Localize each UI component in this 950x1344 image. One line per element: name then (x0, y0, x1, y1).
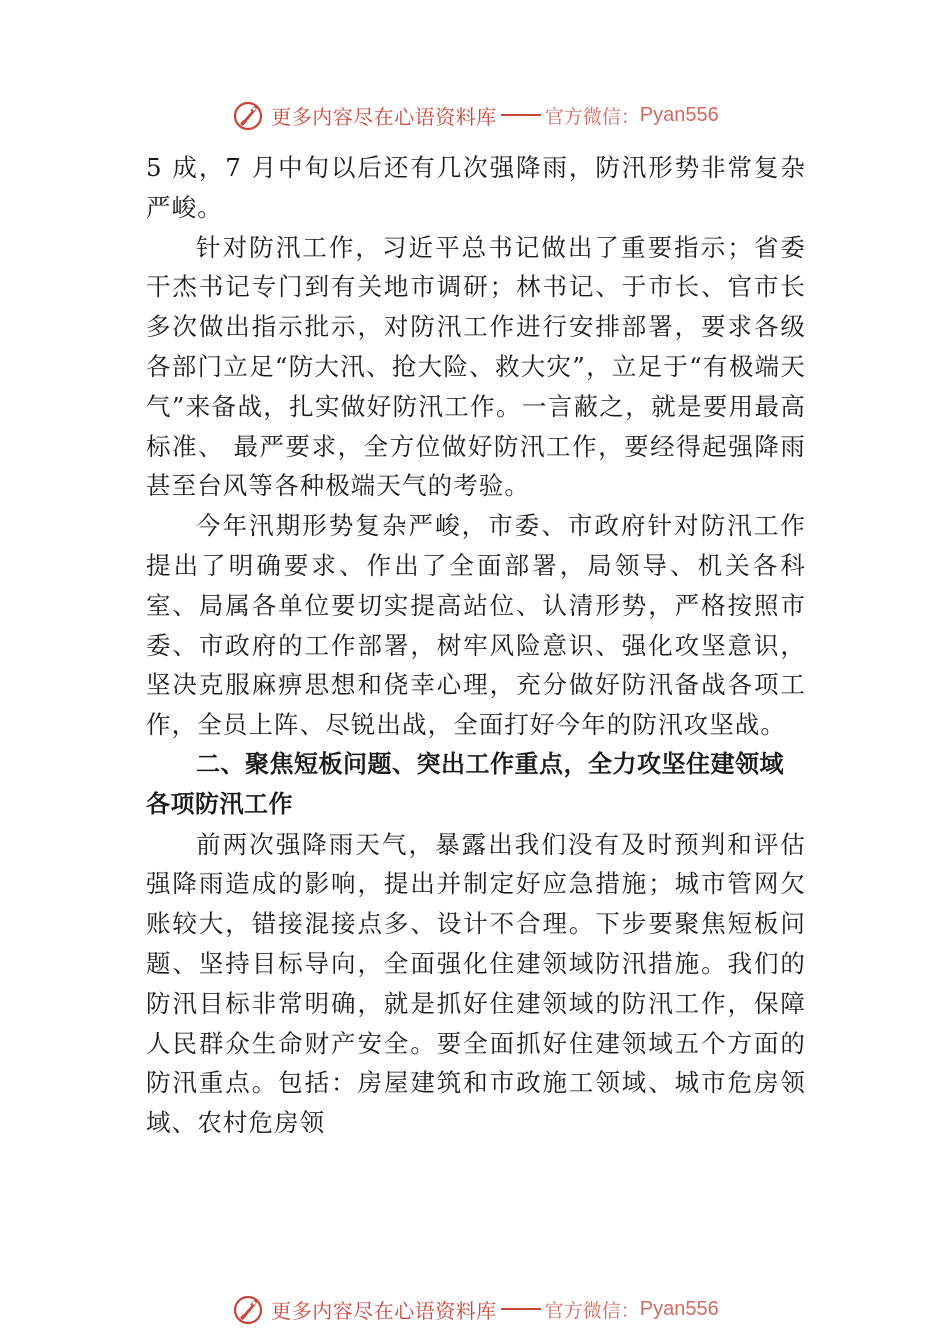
footer-banner (0, 1289, 950, 1329)
banner-wechat-id: Pyan556 (639, 103, 719, 126)
section-heading: 二、聚焦短板问题、突出工作重点，全力攻坚住建领域各项防汛工作 (146, 749, 784, 818)
body-paragraph-2: 针对防汛工作，习近平总书记做出了重要指示；省委干杰书记专门到有关地市调研；林书记、于市长、官市长多次做出指示批示，对防汛工作进行安排部署，要求各级各部门立足“防大汛、抢大险、救大灾”，立足于“有极端天气”来备战，扎实做好防汛工作。一言蔽之，就是要用最高标准、 最严要求，全方位做好防汛工作，要经得起强降雨甚至台风等各种极端天气的考验。 (146, 232, 806, 501)
document-body (146, 148, 806, 1143)
banner-dash (501, 114, 541, 116)
body-paragraph-3: 今年汛期形势复杂严峻，市委、市政府针对防汛工作提出了明确要求、作出了全面部署，局领导、机关各科室、局属各单位要切实提高站位、认清形势，严格按照市委、市政府的工作部署，树牢风险意识、强化攻坚意识，坚决克服麻痹思想和侥幸心理，充分做好防汛备战各项工作，全员上阵、尽锐出战，全面打好今年的防汛攻坚战。 (146, 511, 806, 740)
banner-text: 更多内容尽在心语资料库 (271, 1298, 497, 1323)
quill-pen-seal-icon (231, 1292, 265, 1326)
quill-pen-seal-icon (231, 98, 265, 132)
banner-wechat-id: Pyan556 (639, 1297, 719, 1320)
banner-dash (501, 1308, 541, 1310)
body-paragraph-1: 5 成，7 月中旬以后还有几次强降雨，防汛形势非常复杂严峻。 (146, 153, 806, 222)
header-banner (0, 95, 950, 135)
body-paragraph-4: 前两次强降雨天气，暴露出我们没有及时预判和评估强降雨造成的影响，提出并制定好应急措施；城市管网欠账较大，错接混接点多、设计不合理。下步要聚焦短板问题、坚持目标导向，全面强化住建领域防汛措施。我们的防汛目标非常明确，就是抓好住建领域的防汛工作，保障人民群众生命财产安全。要全面抓好住建领域五个方面的防汛重点。包括：房屋建筑和市政施工领域、城市危房领域、农村危房领 (146, 829, 806, 1138)
banner-wechat-label: 官方微信： (544, 105, 640, 128)
banner-wechat-label: 官方微信： (544, 1299, 640, 1322)
banner-text: 更多内容尽在心语资料库 (271, 104, 497, 129)
